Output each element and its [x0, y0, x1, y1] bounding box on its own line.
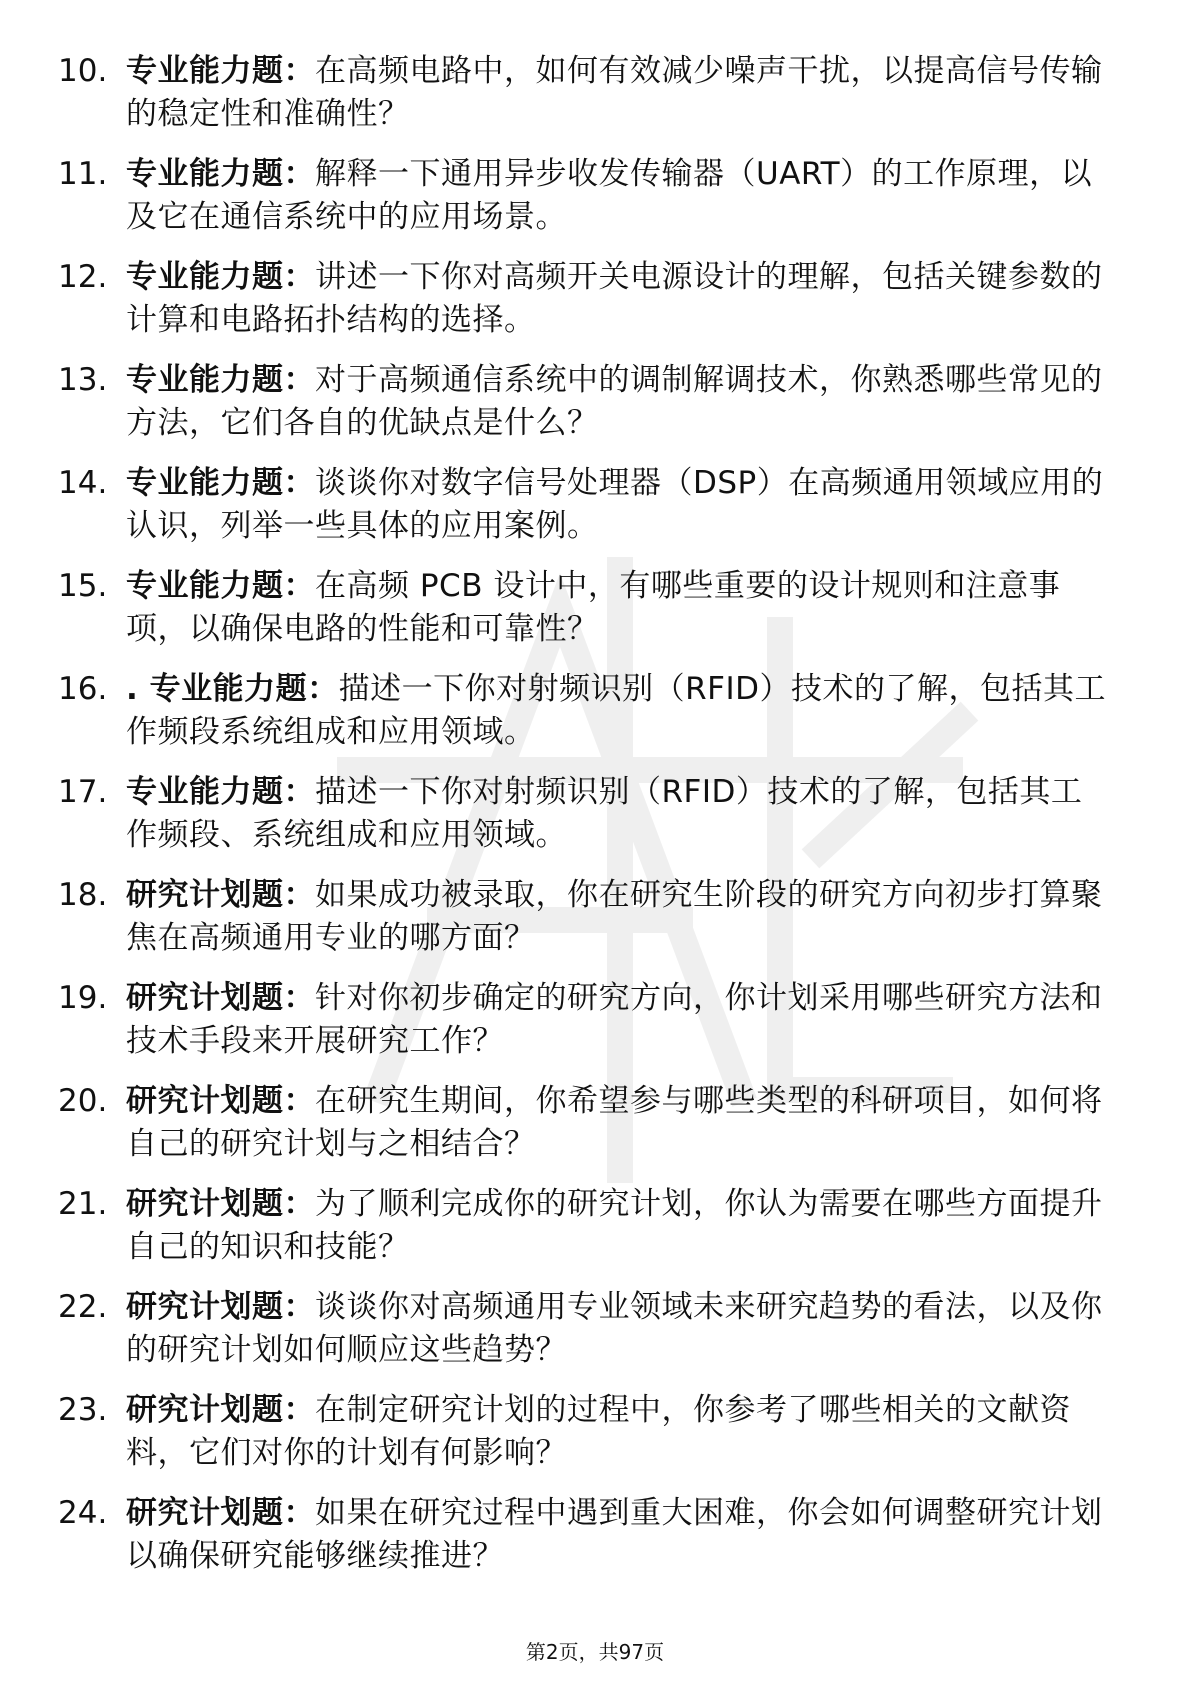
question-item [58, 462, 1118, 565]
question-number: 19. [58, 980, 108, 1016]
question-body [126, 565, 1108, 651]
question-body [126, 1183, 1108, 1269]
question-category: 专业能力题： [126, 259, 315, 295]
question-category: 研究计划题： [126, 1289, 315, 1325]
question-category: 研究计划题： [126, 980, 315, 1016]
question-category: 研究计划题： [126, 1186, 315, 1222]
question-body [126, 1080, 1108, 1166]
question-number: 17. [58, 774, 108, 810]
question-category: 专业能力题： [126, 465, 315, 501]
question-text: 解释一下通用异步收发传输器（UART）的工作原理，以及它在通信系统中的应用场景。 [126, 156, 1093, 235]
question-number: 11. [58, 156, 108, 192]
question-text: 如果在研究过程中遇到重大困难，你会如何调整研究计划以确保研究能够继续推进？ [126, 1495, 1103, 1574]
question-item [58, 1286, 1118, 1389]
question-text: 为了顺利完成你的研究计划，你认为需要在哪些方面提升自己的知识和技能？ [126, 1186, 1103, 1265]
question-number: 12. [58, 259, 108, 295]
question-body [126, 1286, 1108, 1372]
question-text: 对于高频通信系统中的调制解调技术，你熟悉哪些常见的方法，它们各自的优缺点是什么？ [126, 362, 1103, 441]
question-category: 专业能力题： [126, 774, 315, 810]
question-number: 15. [58, 568, 108, 604]
question-body [126, 153, 1108, 239]
page-number-label: 第2页，共97页 [525, 1640, 665, 1664]
question-body [126, 874, 1108, 960]
question-number: 20. [58, 1083, 108, 1119]
question-category: 研究计划题： [126, 877, 315, 913]
question-text: 谈谈你对数字信号处理器（DSP）在高频通用领域应用的认识，列举一些具体的应用案例。 [126, 465, 1104, 544]
question-number: 16. [58, 671, 108, 707]
question-number: 22. [58, 1289, 108, 1325]
question-body [126, 256, 1108, 342]
question-item [58, 565, 1118, 668]
question-item [58, 1183, 1118, 1286]
question-body [126, 668, 1108, 754]
question-number: 23. [58, 1392, 108, 1428]
question-category: 研究计划题： [126, 1495, 315, 1531]
question-number: 18. [58, 877, 108, 913]
question-number: 21. [58, 1186, 108, 1222]
question-text: 针对你初步确定的研究方向，你计划采用哪些研究方法和技术手段来开展研究工作？ [126, 980, 1103, 1059]
question-text: 描述一下你对射频识别（RFID）技术的了解，包括其工作频段、系统组成和应用领域。 [126, 774, 1083, 853]
question-body [126, 977, 1108, 1063]
question-category: 专业能力题： [126, 156, 315, 192]
question-category: 研究计划题： [126, 1083, 315, 1119]
question-item [58, 874, 1118, 977]
question-text: 如果成功被录取，你在研究生阶段的研究方向初步打算聚焦在高频通用专业的哪方面？ [126, 877, 1103, 956]
question-body [126, 1492, 1108, 1578]
question-text: 谈谈你对高频通用专业领域未来研究趋势的看法，以及你的研究计划如何顺应这些趋势？ [126, 1289, 1103, 1368]
question-list [58, 50, 1118, 1595]
question-text: 在研究生期间，你希望参与哪些类型的科研项目，如何将自己的研究计划与之相结合？ [126, 1083, 1103, 1162]
question-item [58, 1080, 1118, 1183]
question-number: 24. [58, 1495, 108, 1531]
page-footer [0, 1636, 1190, 1665]
question-text: 讲述一下你对高频开关电源设计的理解，包括关键参数的计算和电路拓扑结构的选择。 [126, 259, 1103, 338]
question-category: . 专业能力题： [126, 671, 339, 707]
question-item [58, 50, 1118, 153]
question-category: 专业能力题： [126, 53, 315, 89]
question-body [126, 50, 1108, 136]
question-body [126, 771, 1108, 857]
question-text: 在高频 PCB 设计中，有哪些重要的设计规则和注意事项，以确保电路的性能和可靠性？ [126, 568, 1061, 647]
question-item [58, 771, 1118, 874]
question-body [126, 1389, 1108, 1475]
question-item [58, 256, 1118, 359]
question-item [58, 1492, 1118, 1595]
question-category: 专业能力题： [126, 362, 315, 398]
question-text: 描述一下你对射频识别（RFID）技术的了解，包括其工作频段系统组成和应用领域。 [126, 671, 1106, 750]
question-item [58, 359, 1118, 462]
question-category: 研究计划题： [126, 1392, 315, 1428]
question-body [126, 462, 1108, 548]
question-number: 10. [58, 53, 108, 89]
question-number: 13. [58, 362, 108, 398]
question-item [58, 668, 1118, 771]
question-category: 专业能力题： [126, 568, 315, 604]
question-text: 在高频电路中，如何有效减少噪声干扰，以提高信号传输的稳定性和准确性？ [126, 53, 1103, 132]
question-number: 14. [58, 465, 108, 501]
question-text: 在制定研究计划的过程中，你参考了哪些相关的文献资料，它们对你的计划有何影响？ [126, 1392, 1071, 1471]
question-item [58, 1389, 1118, 1492]
question-item [58, 153, 1118, 256]
question-item [58, 977, 1118, 1080]
question-body [126, 359, 1108, 445]
